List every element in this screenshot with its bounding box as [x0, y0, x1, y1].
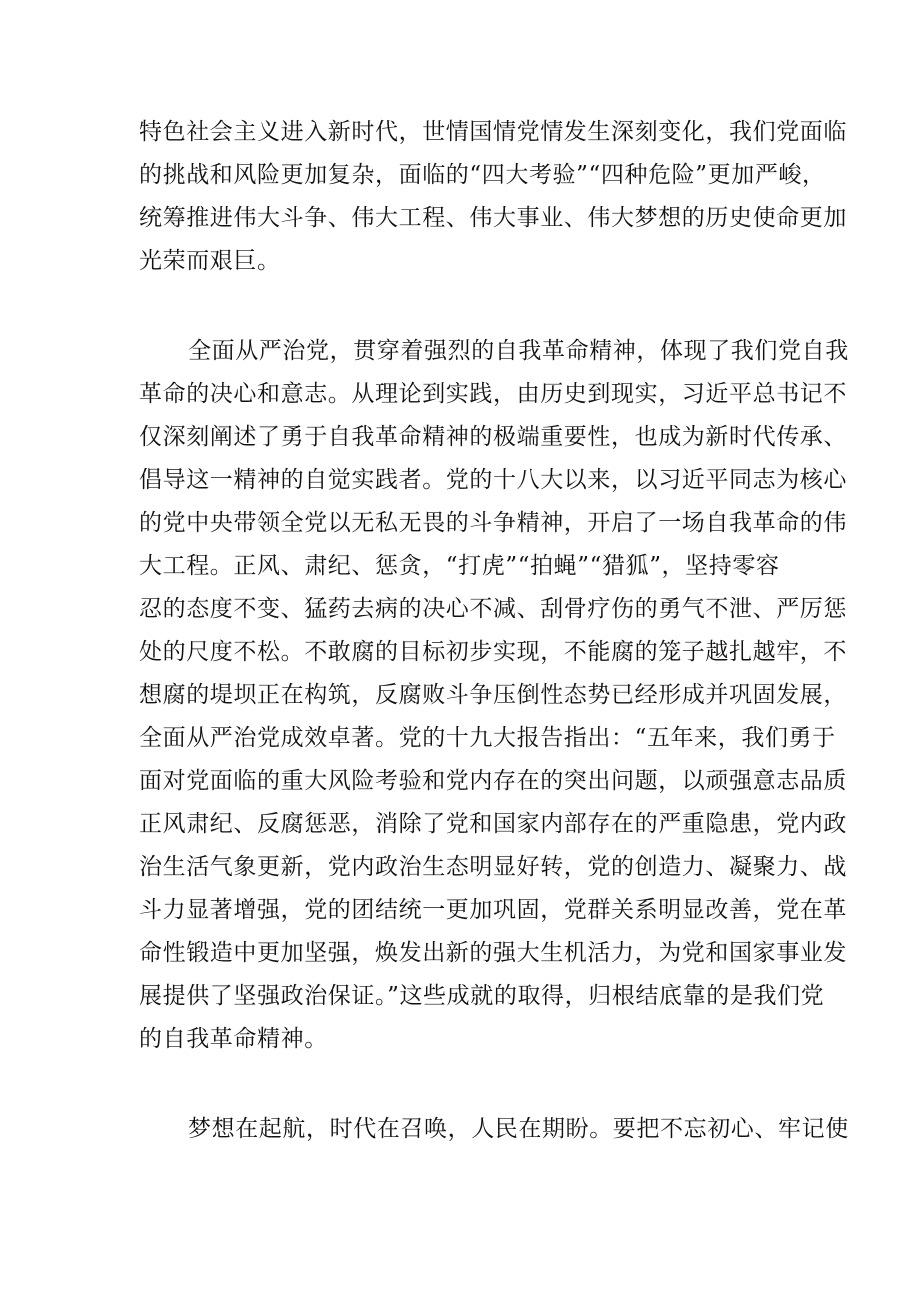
text-line: 命性锻造中更加坚强，焕发出新的强大生机活力，为党和国家事业发	[139, 940, 847, 966]
text-line: 大工程。正风、肃纪、惩贪，“打虎”“拍蝇”“猎狐”，坚持零容	[139, 553, 780, 579]
text-line: 面对党面临的重大风险考验和党内存在的突出问题，以顽强意志品质	[139, 768, 847, 794]
text-line: 全面从严治党，贯穿着强烈的自我革命精神，体现了我们党自我	[188, 338, 849, 364]
text-line: 的自我革命精神。	[139, 1026, 328, 1052]
text-line: 的挑战和风险更加复杂，面临的“四大考验”“四种危险”更加严峻，	[139, 162, 826, 188]
text-line: 展提供了坚强政治保证。”这些成就的取得，归根结底靠的是我们党	[139, 983, 825, 1009]
text-line: 倡导这一精神的自觉实践者。党的十八大以来，以习近平同志为核心	[139, 467, 847, 493]
text-line: 特色社会主义进入新时代，世情国情党情发生深刻变化，我们党面临	[139, 119, 847, 145]
text-line: 正风肃纪、反腐惩恶，消除了党和国家内部存在的严重隐患，党内政	[139, 811, 847, 837]
text-line: 忍的态度不变、猛药去病的决心不减、刮骨疗伤的勇气不泄、严厉惩	[139, 596, 847, 622]
text-line: 统筹推进伟大斗争、伟大工程、伟大事业、伟大梦想的历史使命更加	[139, 205, 847, 231]
text-line: 梦想在起航，时代在召唤，人民在期盼。要把不忘初心、牢记使	[188, 1116, 849, 1142]
text-line: 的党中央带领全党以无私无畏的斗争精神，开启了一场自我革命的伟	[139, 510, 847, 536]
text-line: 斗力显著增强，党的团结统一更加巩固，党群关系明显改善，党在革	[139, 897, 847, 923]
text-line: 处的尺度不松。不敢腐的目标初步实现，不能腐的笼子越扎越牢，不	[139, 639, 847, 665]
text-line: 仅深刻阐述了勇于自我革命精神的极端重要性，也成为新时代传承、	[139, 424, 847, 450]
text-line: 光荣而艰巨。	[139, 248, 281, 274]
text-line: 革命的决心和意志。从理论到实践，由历史到现实，习近平总书记不	[139, 381, 847, 407]
text-line: 治生活气象更新，党内政治生态明显好转，党的创造力、凝聚力、战	[139, 854, 847, 880]
text-line: 想腐的堤坝正在构筑，反腐败斗争压倒性态势已经形成并巩固发展，	[139, 682, 847, 708]
text-line: 全面从严治党成效卓著。党的十九大报告指出：“五年来，我们勇于	[139, 725, 836, 751]
